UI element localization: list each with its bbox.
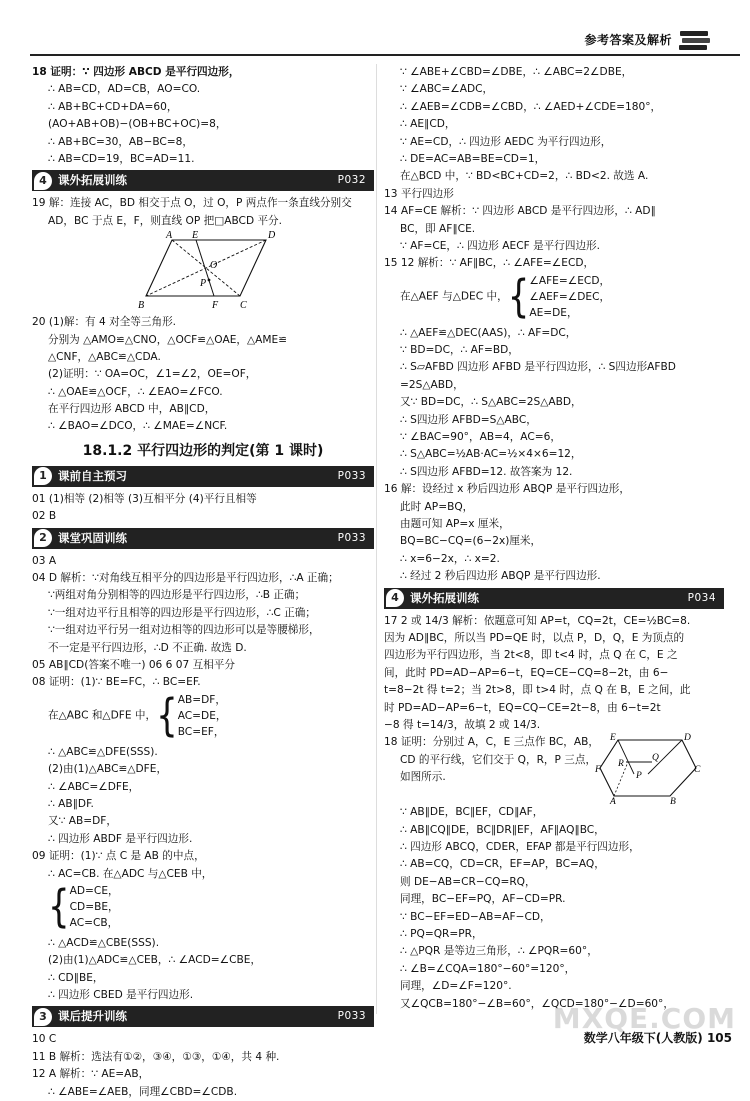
text-line: 03 A: [32, 554, 57, 567]
column-divider: [376, 64, 377, 1014]
text-line: ∴ △ACD≌△CBE(SSS).: [48, 936, 160, 949]
text-line: 同理，∠D=∠F=120°.: [400, 980, 512, 993]
fig18-label-c: C: [694, 765, 701, 776]
header-title: 参考答案及解析: [584, 33, 672, 47]
text-line: ∵ AB∥DE，BC∥EF，CD∥AF，: [400, 806, 544, 819]
left-column: [32, 64, 374, 1101]
text-line: 20 (1)解：有 4 对全等三角形.: [32, 316, 177, 329]
brace-row: AC=CB，: [69, 916, 119, 929]
text-line: ∵ AE=CD，∴ 四边形 AEDC 为平行四边形，: [400, 135, 612, 148]
brace-row: AB=DF，: [177, 693, 226, 706]
section-label: 课外拓展训练: [410, 590, 479, 605]
brace-row: CD=BE，: [69, 900, 119, 913]
text-line: 同理，BC−EF=PQ，AF−CD=PR.: [400, 893, 566, 906]
text-line: ∴ S▱AFBD 四边形 AFBD 是平行四边形，∴ S四边形AFBD: [400, 361, 676, 374]
section-bar: [32, 170, 374, 191]
text-line: 如图所示.: [400, 771, 446, 784]
fig18-label-r: R: [618, 759, 624, 770]
section-number: 1: [34, 467, 52, 485]
text-line: 18 证明：分别过 A，C，E 三点作 BC，AB，: [384, 736, 599, 749]
text-line: 此时 AP=BQ，: [400, 500, 474, 513]
brace-block: [32, 689, 374, 744]
text-line: ∴ x=6−2x，∴ x=2.: [400, 552, 500, 565]
text-line: ∴ 四边形 CBED 是平行四边形.: [48, 989, 194, 1002]
text-line: ∴ AB∥CQ∥DE，BC∥DR∥EF，AF∥AQ∥BC，: [400, 823, 605, 836]
text-line: ∴ S四边形 AFBD=S△ABC，: [400, 413, 537, 426]
text-line: t=8−2t 得 t=2；当 2t>8，即 t>4 时，点 Q 在 B，E 之间，此: [384, 684, 691, 697]
text-line: ∴ AB+BC+CD+DA=60，: [48, 100, 178, 113]
text-line: ∴ S四边形 AFBD=12. 故答案为 12.: [400, 465, 573, 478]
text-line: ∴ AB∥DF.: [48, 797, 94, 810]
text-line: ∵ ∠BAC=90°，AB=4，AC=6，: [400, 431, 561, 444]
text-line: ∴ ∠ABE=∠AEB，同理∠CBD=∠CDB.: [48, 1085, 238, 1098]
section-bar: [32, 466, 374, 487]
fig19-label-f: F: [212, 300, 219, 312]
fig19-label-c: C: [240, 300, 247, 312]
text-line: △CNF，△ABC≌△CDA.: [48, 350, 161, 363]
section-label: 课堂巩固训练: [58, 530, 127, 545]
section-number: 4: [386, 589, 404, 607]
section-bar: [32, 1006, 374, 1027]
brace-rows: [529, 273, 610, 321]
text-line: ∵两组对角分别相等的四边形是平行四边形，∴B 正确；: [48, 589, 306, 602]
section-number: 2: [34, 529, 52, 547]
brace-row: AC=DE，: [177, 709, 227, 722]
text-line: −8 得 t=14/3，故填 2 或 14/3.: [384, 718, 541, 731]
page-header: [30, 28, 740, 56]
section-page: P033: [337, 469, 366, 482]
text-line: 04 D 解析：∵对角线互相平分的四边形是平行四边形，∴A 正确；: [32, 572, 339, 585]
brace-row: ∠AEF=∠DEC，: [529, 290, 611, 303]
right-column: [384, 64, 724, 1013]
fig18-label-a: A: [610, 797, 616, 808]
brace-prefix: 在△AEF 与△DEC 中，: [400, 289, 508, 302]
text-line: 11 B 解析：选法有①②，③④，①③，①④，共 4 种.: [32, 1050, 280, 1063]
brace-row: ∠AFE=∠ECD，: [529, 274, 611, 287]
books-icon: [678, 28, 712, 52]
brace-rows: [178, 692, 227, 740]
section-page: P033: [337, 1010, 366, 1023]
hexagon-diagram: [595, 732, 701, 808]
brace-icon: {: [48, 880, 70, 933]
text-line: ∴ ∠BAO=∠DCO，∴ ∠MAE=∠NCF.: [48, 420, 228, 433]
brace-block: [32, 880, 374, 935]
text-line: 在△BCD 中，∵ BD<BC+CD=2，∴ BD<2. 故选 A.: [400, 170, 649, 183]
text-line: 15 12 解析：∵ AF∥BC，∴ ∠AFE=∠ECD，: [384, 257, 595, 270]
fig19-label-b: B: [138, 300, 145, 312]
text-line: ∴ 经过 2 秒后四边形 ABQP 是平行四边形.: [400, 570, 601, 583]
text-line: 17 2 或 14/3 解析：依题意可知 AP=t，CQ=2t，CE=½BC=8.: [384, 614, 691, 627]
text-line: ∵ ∠ABE+∠CBD=∠DBE，∴ ∠ABC=2∠DBE，: [400, 66, 633, 78]
text-line: BC，即 AF∥CE.: [400, 222, 476, 235]
text-line: 在平行四边形 ABCD 中，AB∥CD，: [48, 403, 216, 416]
text-line: 由题可知 AP=x 厘米，: [400, 517, 510, 530]
brace-row: AE=DE，: [529, 306, 578, 319]
answer-20: [32, 314, 374, 436]
fig18-label-d: D: [684, 733, 691, 744]
fig19-label-e: E: [192, 230, 199, 242]
text-line: ∴ △OAE≌△OCF，∴ ∠EAO=∠FCO.: [48, 385, 223, 398]
brace-rows: [70, 883, 119, 931]
fig18-label-e: E: [610, 733, 616, 744]
text-line: 08 证明：(1)∵ BE=FC，∴ BC=EF.: [32, 676, 201, 689]
text-line: ∴ △AEF≌△DEC(AAS)，∴ AF=DC，: [400, 326, 577, 339]
text-line: ∵一组对边平行且相等的四边形是平行四边形，∴C 正确；: [48, 606, 316, 619]
text-line: CD 的平行线，它们交于 Q，R，P 三点，: [400, 753, 597, 766]
watermark: MXQE.COM: [552, 1002, 736, 1035]
text-line: ∵ AF=CE，∴ 四边形 AECF 是平行四边形.: [400, 239, 600, 252]
answer-19: [32, 195, 374, 230]
answer-18-with-figure: [384, 733, 724, 808]
text-line: 又∵ AB=DF，: [48, 815, 117, 828]
text-line: ∴ ∠AEB=∠CDB=∠CBD，∴ ∠AED+∠CDE=180°，: [400, 100, 662, 113]
text-line: 19 解：连接 AC，BD 相交于点 O，过 O，P 两点作一条直线分别交: [32, 197, 352, 210]
fig18-label-f: F: [595, 765, 601, 776]
brace-icon: {: [507, 270, 530, 323]
text-line: ∴ AB=CQ，CD=CR，EF=AP，BC=AQ，: [400, 858, 605, 871]
text-line: (2)由(1)△ADC≌△CEB，∴ ∠ACD=∠CBE，: [48, 954, 262, 967]
text-line: (AO+AB+OB)−(OB+BC+OC)=8，: [48, 118, 227, 131]
brace-prefix: 在△ABC 和△DFE 中，: [48, 709, 157, 722]
figure-parallelogram: [32, 230, 374, 314]
section-bar: [32, 528, 374, 549]
section-label: 课后提升训练: [58, 1009, 127, 1024]
fig18-label-p: P: [636, 771, 642, 782]
text-line: ∴ CD∥BE，: [48, 971, 104, 984]
text-line: ∴ S△ABC=½AB·AC=½×4×6=12，: [400, 448, 582, 461]
text-line: 不一定是平行四边形，∴D 不正确. 故选 D.: [48, 641, 247, 654]
text-line: 因为 AD∥BC，所以当 PD=QE 时，以点 P，D，Q，E 为顶点的: [384, 631, 685, 644]
text-line: ∴ AB=CD，AD=CB，AO=CO.: [48, 83, 201, 96]
text-line: 09 证明：(1)∵ 点 C 是 AB 的中点，: [32, 850, 205, 863]
brace-row: BC=EF，: [177, 725, 225, 738]
section-label: 课前自主预习: [58, 468, 127, 483]
fig19-label-p: P: [200, 278, 207, 290]
text-line: ∵ BC−EF=ED−AB=AF−CD，: [400, 910, 551, 923]
text-line: 05 AB∥CD(答案不唯一) 06 6 07 互相平分: [32, 658, 235, 671]
text-line: 四边形为平行四边形，当 2t<8，即 t<4 时，点 Q 在 C，E 之: [384, 649, 678, 662]
text-line: ∵ ∠ABC=∠ADC，: [400, 83, 494, 96]
text-line: 12 A 解析：∵ AE=AB，: [32, 1068, 150, 1081]
text-line: ∴ △PQR 是等边三角形，∴ ∠PQR=60°，: [400, 945, 598, 958]
section-label: 课外拓展训练: [58, 173, 127, 188]
text-line: ∵一组对边平行另一组对边相等的四边形可以是等腰梯形，: [48, 624, 320, 637]
section-page: P032: [337, 174, 366, 187]
text-line: 间，此时 PD=AD−AP=6−t，EQ=CE−CQ=8−2t，由 6−: [384, 666, 669, 679]
text-line: 01 (1)相等 (2)相等 (3)互相平分 (4)平行且相等: [32, 492, 257, 505]
text-line: ∴ PQ=QR=PR，: [400, 928, 483, 941]
fig19-label-o: O: [210, 260, 218, 272]
text-line: 14 AF=CE 解析：∵ 四边形 ABCD 是平行四边形，∴ AD∥: [384, 205, 656, 218]
brace-block: [384, 270, 724, 325]
fig19-label-a: A: [166, 230, 173, 242]
text-line: (2)由(1)△ABC≌△DFE，: [48, 763, 168, 776]
text-line: ∴ DE=AC=AB=BE=CD=1，: [400, 152, 546, 165]
text-line: 02 B: [32, 510, 57, 523]
fig18-label-q: Q: [652, 753, 659, 764]
section-page: P033: [337, 531, 366, 544]
brace-row: AD=CE，: [69, 884, 119, 897]
parallelogram-diagram: [136, 230, 286, 314]
text-line: ∴ AB=CD=19，BC=AD=11.: [48, 152, 195, 165]
section-number: 4: [34, 172, 52, 190]
text-line: 则 DE−AB=CR−CQ=RQ，: [400, 875, 536, 888]
brace-icon: {: [156, 689, 178, 742]
text-line: ∴ 四边形 ABDF 是平行四边形.: [48, 832, 193, 845]
lesson-title: 18.1.2 平行四边形的判定(第 1 课时): [82, 442, 324, 459]
text-line: BQ=BC−CQ=(6−2x)厘米，: [400, 535, 542, 548]
text-line: ∴ AB+BC=30，AB−BC=8，: [48, 135, 194, 148]
fig19-label-d: D: [268, 230, 276, 242]
text-line: (2)证明：∵ OA=OC，∠1=∠2，OE=OF，: [48, 368, 257, 381]
text-line: 18 证明：∵ 四边形 ABCD 是平行四边形，: [32, 66, 240, 78]
text-line: 分别为 △AMO≌△CNO，△OCF≌△OAE，△AME≌: [48, 333, 288, 346]
text-line: 13 平行四边形: [384, 187, 454, 200]
section-page: P034: [687, 591, 716, 604]
text-line: 时 PD=AD−AP=6−t，EQ=CQ−CE=2t−8，由 6−t=2t: [384, 701, 661, 714]
text-line: 16 解：设经过 x 秒后四边形 ABQP 是平行四边形，: [384, 483, 630, 496]
text-line: 10 C: [32, 1033, 57, 1046]
section-bar: [384, 588, 724, 609]
text-line: ∴ ∠ABC=∠DFE，: [48, 780, 140, 793]
text-line: =2S△ABD，: [400, 378, 464, 391]
fig18-label-b: B: [670, 797, 676, 808]
text-line: ∵ BD=DC，∴ AF=BD，: [400, 344, 519, 357]
text-line: 又∠QCB=180°−∠B=60°，∠QCD=180°−∠D=60°，: [400, 997, 674, 1010]
text-line: AD，BC 于点 E，F，则直线 OP 把□ABCD 平分.: [48, 214, 283, 227]
text-line: 又∵ BD=DC，∴ S△ABC=2S△ABD，: [400, 396, 582, 409]
section-number: 3: [34, 1008, 52, 1026]
page-footer: 数学八年级下(人教版) 105: [583, 1031, 732, 1045]
text-line: ∴ △ABC≌△DFE(SSS).: [48, 745, 158, 758]
text-line: ∴ AC=CB. 在△ADC 与△CEB 中，: [48, 867, 213, 880]
text-line: ∴ AE∥CD，: [400, 118, 456, 131]
answer-18: [32, 64, 374, 168]
text-line: ∴ 四边形 ABCQ，CDER，EFAP 都是平行四边形，: [400, 841, 640, 854]
text-line: ∴ ∠B=∠CQA=180°−60°=120°，: [400, 962, 576, 975]
